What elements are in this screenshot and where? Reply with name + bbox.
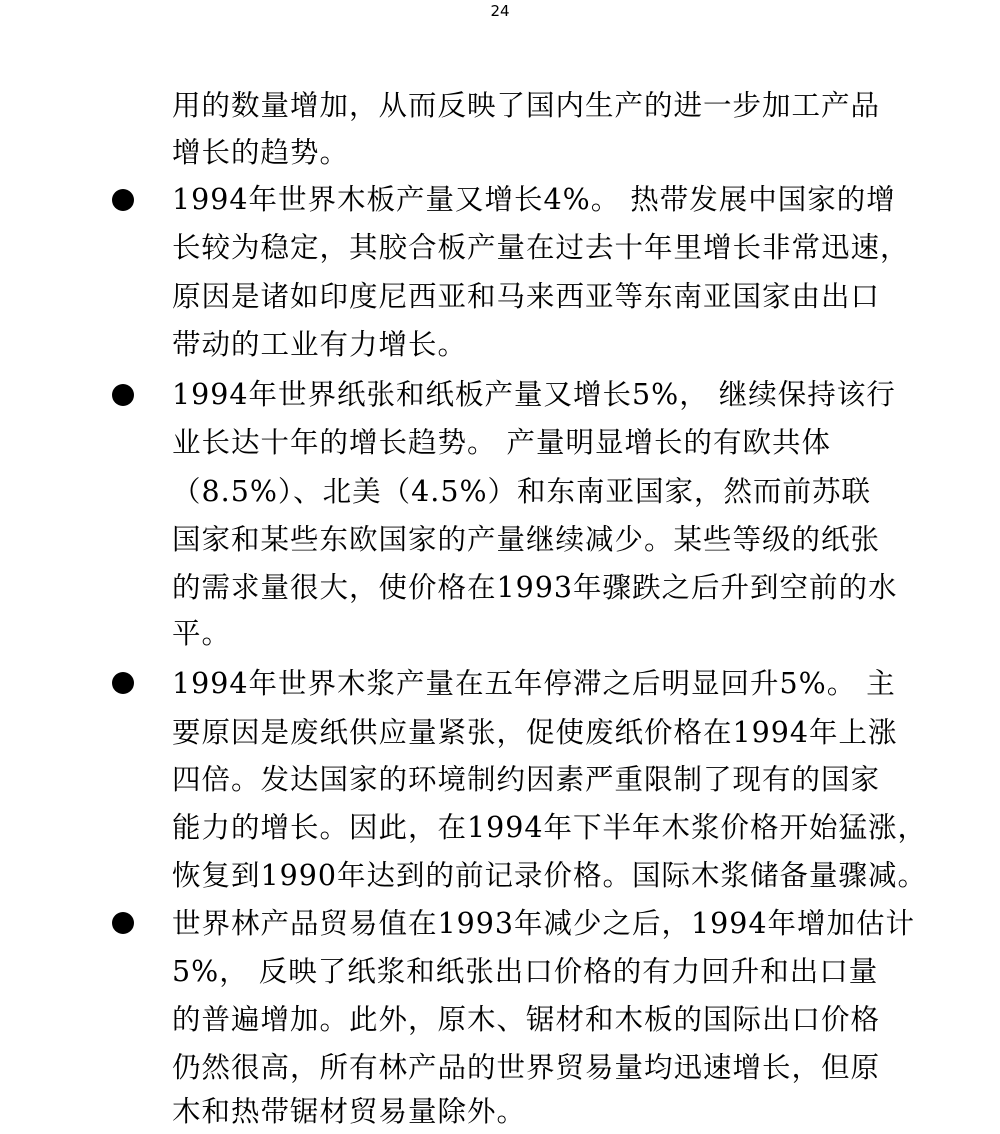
paragraph-3-line-1: 要原因是废纸供应量紧张，促使废纸价格在1994年上涨 [172, 716, 898, 749]
paragraph-4-line-1: 5%， 反映了纸浆和纸张出口价格的有力回升和出口量 [172, 955, 879, 988]
paragraph-1-line-3: 带动的工业有力增长。 [172, 328, 468, 361]
paragraph-0-line-1: 增长的趋势。 [172, 136, 350, 169]
paragraph-2-line-5: 平。 [172, 617, 232, 650]
paragraph-2-line-3: 国家和某些东欧国家的产量继续减少。某些等级的纸张 [172, 523, 881, 556]
paragraph-2-line-2: （8.5%）、北美（4.5%）和东南亚国家，然而前苏联 [172, 475, 872, 508]
paragraph-3-line-0: 1994年世界木浆产量在五年停滞之后明显回升5%。 主 [172, 667, 896, 700]
page-number: 24 [490, 2, 510, 20]
paragraph-1-line-2: 原因是诸如印度尼西亚和马来西亚等东南亚国家由出口 [172, 280, 881, 313]
paragraph-3-line-4: 恢复到1990年达到的前记录价格。国际木浆储备量骤减。 [172, 859, 928, 892]
paragraph-2-line-0: 1994年世界纸张和纸板产量又增长5%， 继续保持该行 [172, 378, 896, 411]
paragraph-0-line-0: 用的数量增加，从而反映了国内生产的进一步加工产品 [172, 89, 881, 122]
paragraph-4-line-4: 木和热带锯材贸易量除外。 [172, 1095, 527, 1128]
bullet-icon [112, 672, 134, 694]
paragraph-2-line-4: 的需求量很大，使价格在1993年骤跌之后升到空前的水 [172, 571, 898, 604]
bullet-icon [112, 912, 134, 934]
bullet-icon [112, 189, 134, 211]
paragraph-1-line-0: 1994年世界木板产量又增长4%。 热带发展中国家的增 [172, 183, 896, 216]
paragraph-3-line-3: 能力的增长。因此，在1994年下半年木浆价格开始猛涨， [172, 811, 928, 844]
bullet-icon [112, 384, 134, 406]
paragraph-2-line-1: 业长达十年的增长趋势。 产量明显增长的有欧共体 [172, 426, 832, 459]
paragraph-4-line-3: 仍然很高，所有林产品的世界贸易量均迅速增长，但原 [172, 1051, 881, 1084]
paragraph-4-line-0: 世界林产品贸易值在1993年减少之后，1994年增加估计 [172, 907, 916, 940]
paragraph-3-line-2: 四倍。发达国家的环境制约因素严重限制了现有的国家 [172, 763, 881, 796]
paragraph-4-line-2: 的普遍增加。此外，原木、锯材和木板的国际出口价格 [172, 1003, 881, 1036]
paragraph-1-line-1: 长较为稳定，其胶合板产量在过去十年里增长非常迅速， [172, 231, 910, 264]
